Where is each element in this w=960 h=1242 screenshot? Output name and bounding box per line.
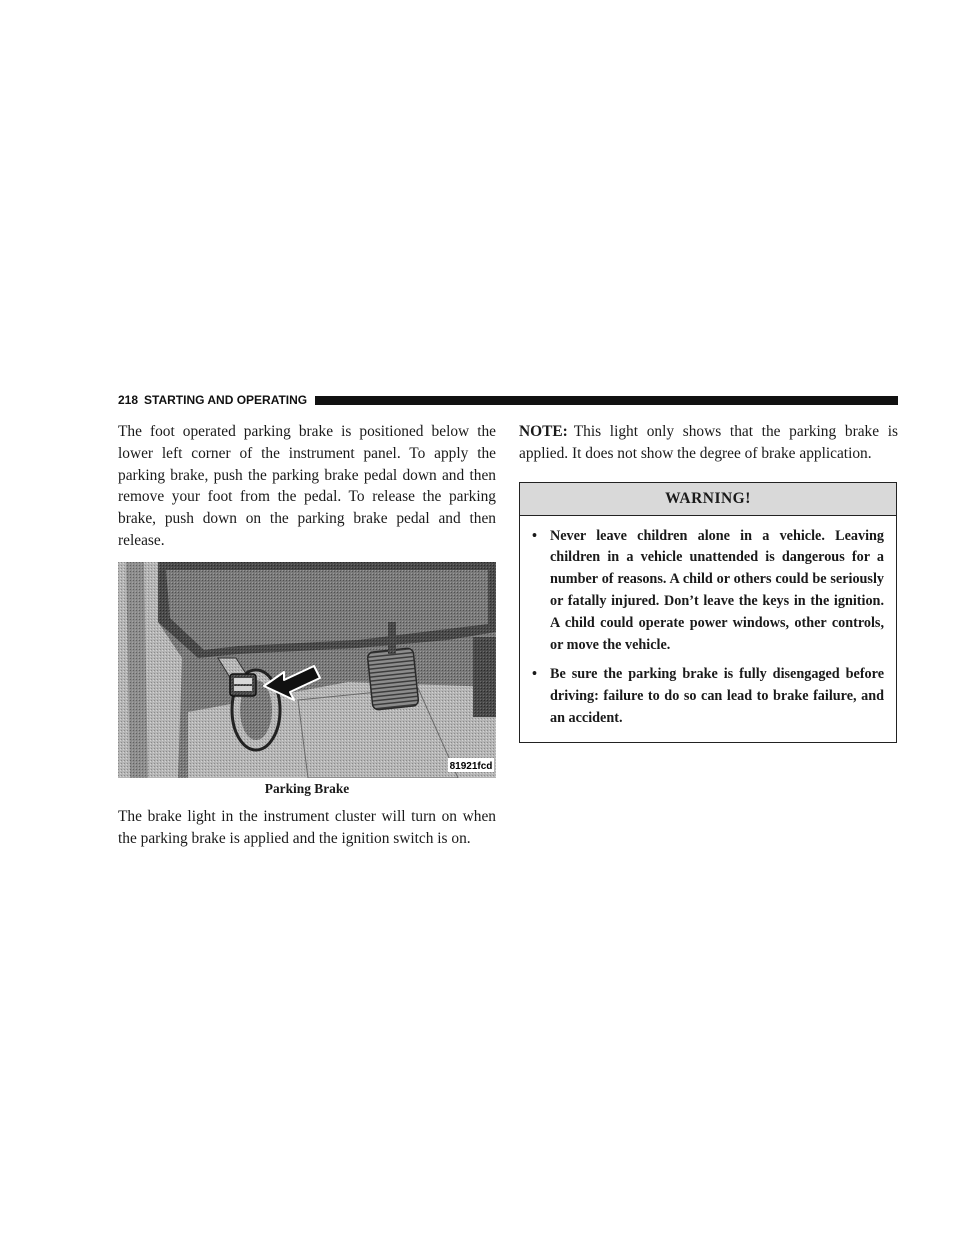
note-text: This light only shows that the parking brake is applied. It does not show the degree of brake application. <box>519 423 898 462</box>
header-rule <box>315 396 898 405</box>
warning-title: WARNING! <box>520 483 896 516</box>
bullet-icon: • <box>532 527 537 544</box>
warning-item-text: Never leave children alone in a vehicle. Leaving children in a vehicle unattended is dangerous for a number of reasons. A child or others could be seriously or fatally injured. Don’t leave the keys in the ignition. A child could operate power windows, other controls, or move the vehicle. <box>550 527 884 653</box>
left-column <box>118 421 496 849</box>
warning-list <box>520 516 896 742</box>
parking-brake-figure <box>118 562 496 797</box>
page-number: 218 <box>118 393 139 407</box>
parking-brake-photo <box>118 562 496 778</box>
warning-item <box>532 664 884 729</box>
bullet-icon: • <box>532 666 537 683</box>
page-header <box>118 392 898 408</box>
figure-caption: Parking Brake <box>264 780 350 796</box>
section-title: STARTING AND OPERATING <box>144 393 308 407</box>
note-paragraph <box>519 421 898 465</box>
brake-light-paragraph: The brake light in the instrument cluster will turn on when the parking brake is applied and the ignition switch is on. <box>118 807 496 847</box>
intro-paragraph: The foot operated parking brake is positioned below the lower left corner of the instrument panel. To apply the parking brake, push the parking brake pedal down and then remove your foot from the pedal. To release the parking brake, push down on the parking brake pedal and then release. <box>118 423 496 549</box>
figure-code: 81921fcd <box>449 760 493 772</box>
note-label: NOTE: <box>519 423 568 440</box>
warning-item-text: Be sure the parking brake is fully disengaged before driving: failure to do so can lead to brake failure, and an accident. <box>550 666 884 726</box>
right-column <box>519 421 898 743</box>
warning-item <box>532 526 884 657</box>
warning-box <box>519 482 897 743</box>
